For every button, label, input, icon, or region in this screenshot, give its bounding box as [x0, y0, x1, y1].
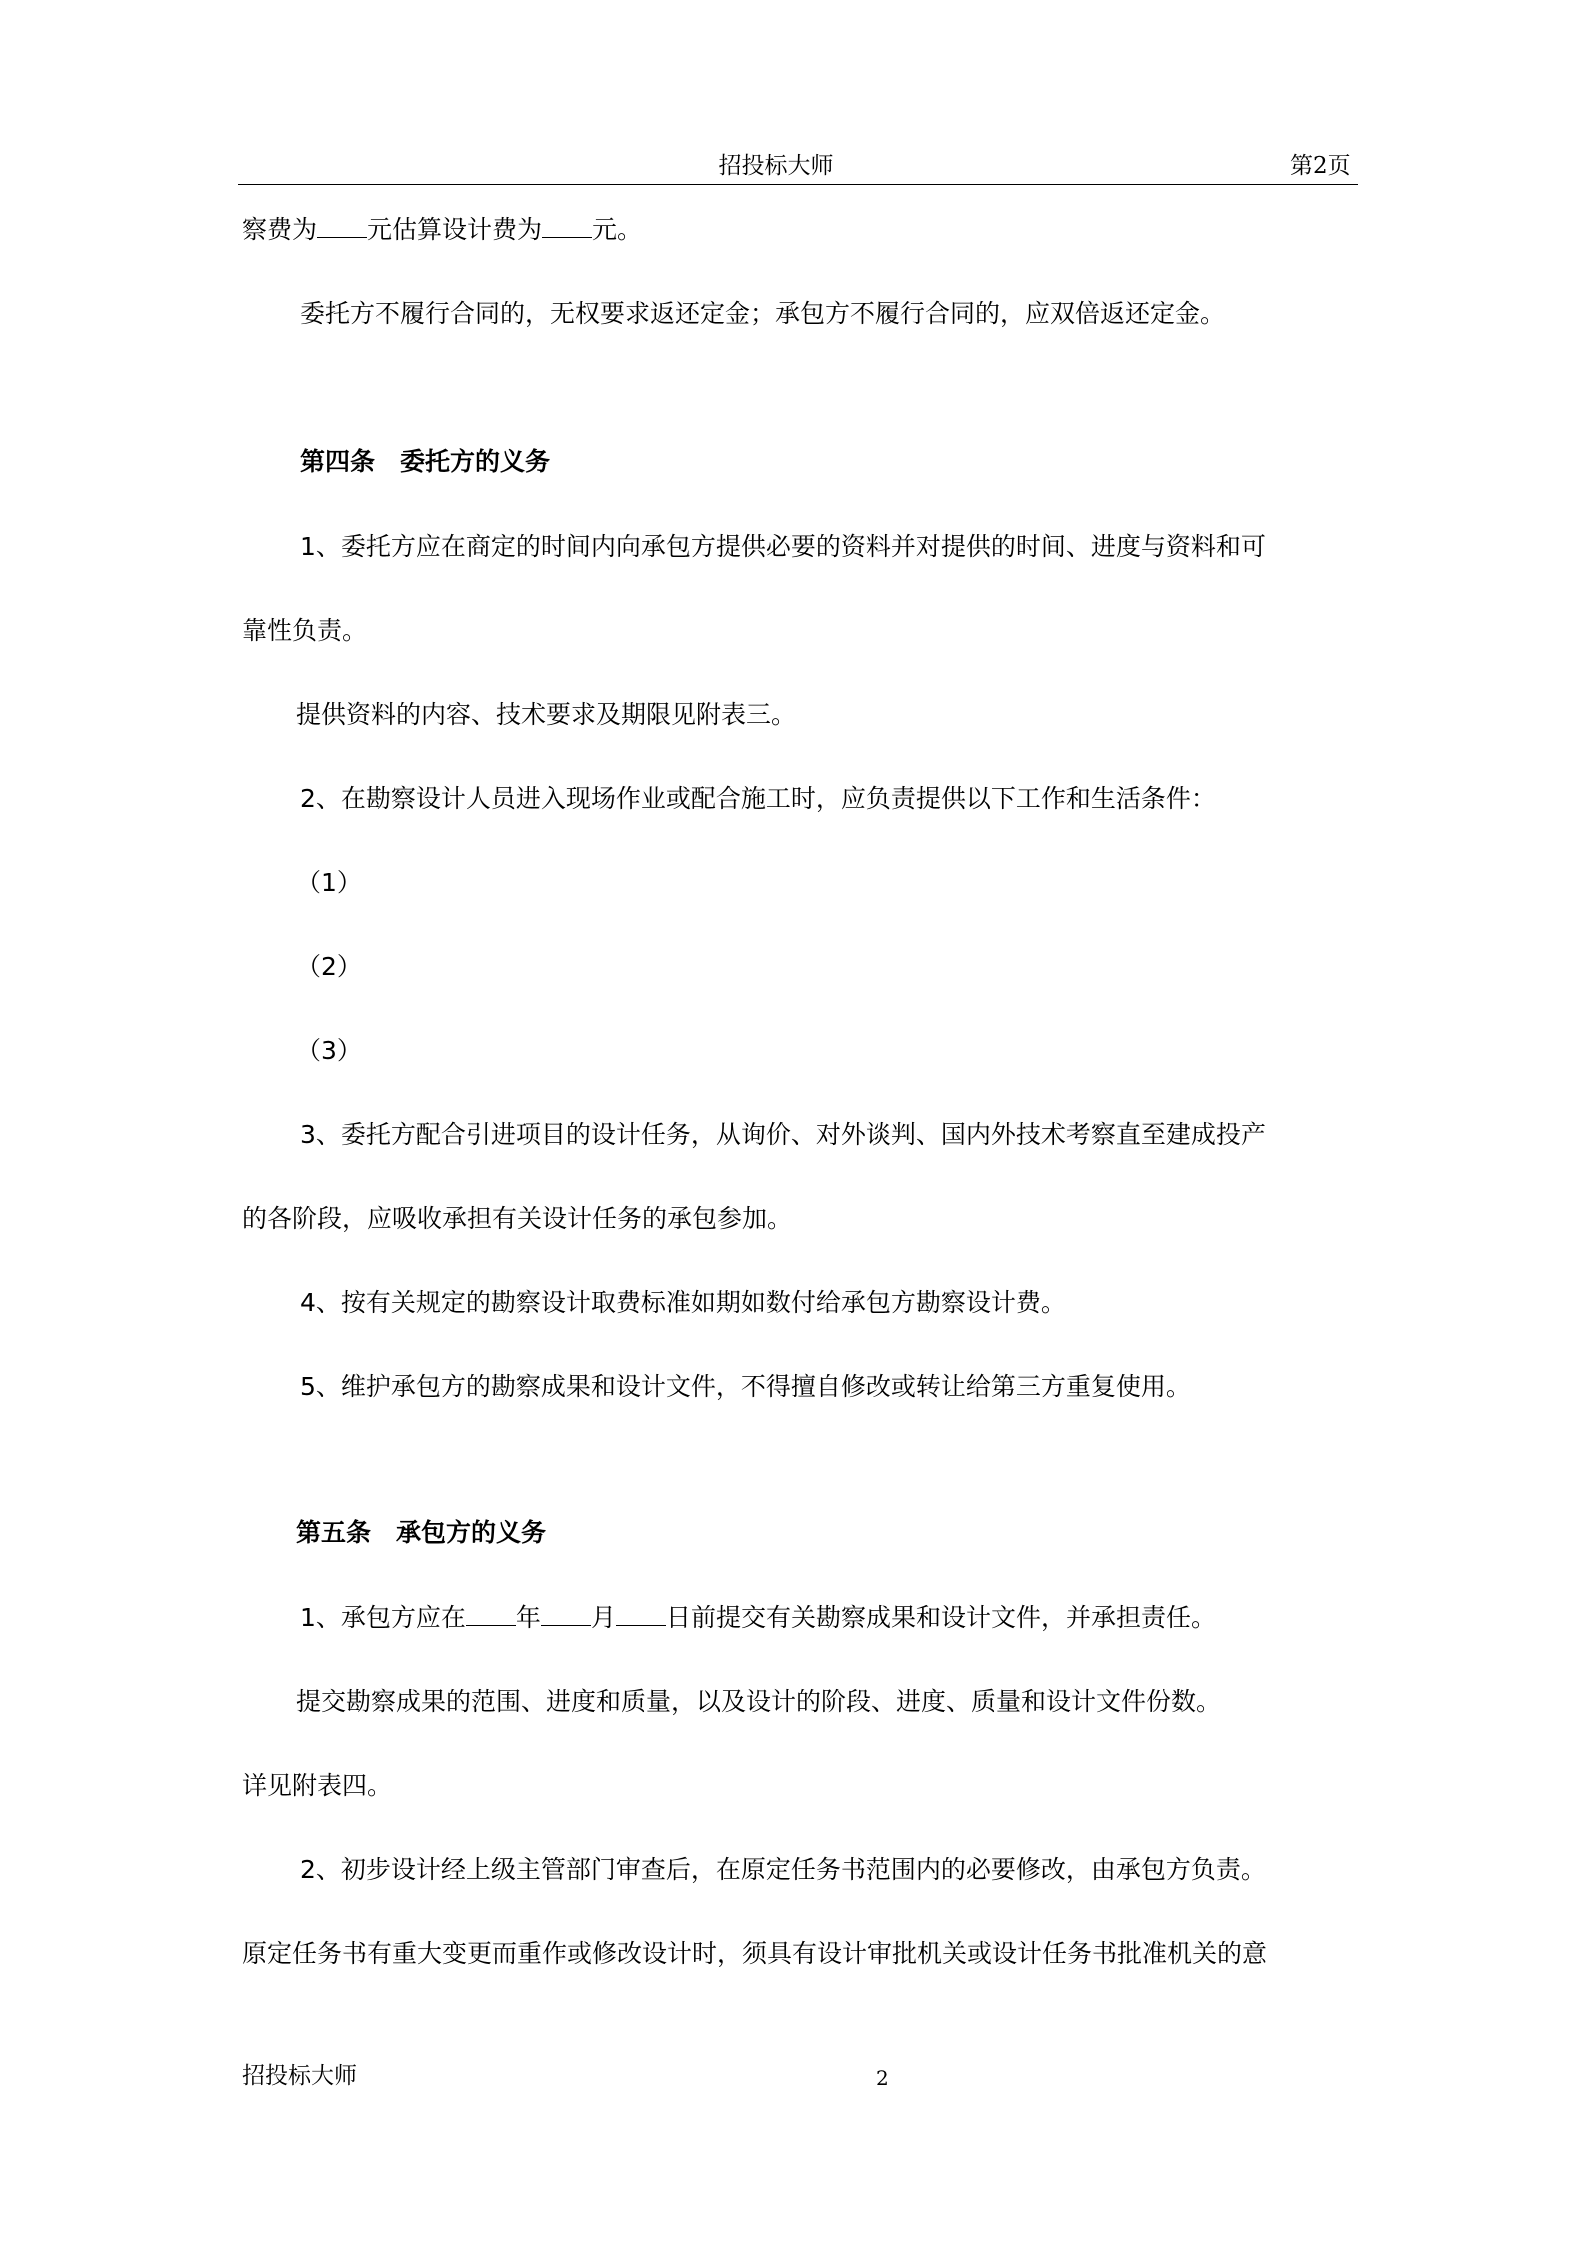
article-5-note: 提交勘察成果的范围、进度和质量，以及设计的阶段、进度、质量和设计文件份数。 [296, 1687, 1222, 1716]
fee-text-1: 察费为 [242, 215, 318, 244]
article-4-item-3: 3、委托方配合引进项目的设计任务，从询价、对外谈判、国内外技术考察直至建成投产 [300, 1120, 1266, 1149]
blank-day [616, 1603, 666, 1626]
article-5-heading: 第五条 承包方的义务 [296, 1518, 547, 1547]
blank-field [542, 215, 592, 238]
deadline-year-label: 年 [515, 1603, 541, 1632]
list-item-2: （2） [296, 952, 362, 981]
deadline-text-1: 1、承包方应在 [300, 1603, 466, 1632]
article-4-item-4: 4、按有关规定的勘察设计取费标准如期如数付给承包方勘察设计费。 [300, 1288, 1066, 1317]
header-divider [238, 184, 1358, 185]
list-item-1: （1） [296, 868, 362, 897]
fee-text-2: 元估算设计费为 [367, 215, 543, 244]
article-4-item-5: 5、维护承包方的勘察成果和设计文件，不得擅自修改或转让给第三方重复使用。 [300, 1372, 1191, 1401]
blank-year [466, 1603, 516, 1626]
paragraph-deposit: 委托方不履行合同的，无权要求返还定金；承包方不履行合同的，应双倍返还定金。 [300, 299, 1226, 328]
article-4-heading: 第四条 委托方的义务 [300, 447, 551, 476]
article-5-item-2-cont: 原定任务书有重大变更而重作或修改设计时，须具有设计审批机关或设计任务书批准机关的意 [242, 1939, 1268, 1968]
article-5-item-2: 2、初步设计经上级主管部门审查后，在原定任务书范围内的必要修改，由承包方负责。 [300, 1855, 1266, 1884]
fee-text-3: 元。 [592, 215, 643, 244]
article-5-item-1 [300, 1600, 1216, 1636]
article-4-item-1-cont: 靠性负责。 [242, 616, 368, 645]
deadline-month-label: 月 [590, 1603, 616, 1632]
article-4-item-1: 1、委托方应在商定的时间内向承包方提供必要的资料并对提供的时间、进度与资料和可 [300, 532, 1266, 561]
footer-title: 招投标大师 [242, 2063, 357, 2089]
blank-field [317, 215, 367, 238]
header-page-label: 第2页 [1290, 153, 1351, 179]
blank-month [541, 1603, 591, 1626]
footer-page-number: 2 [876, 2066, 889, 2090]
article-5-note-cont: 详见附表四。 [242, 1771, 393, 1800]
article-4-note: 提供资料的内容、技术要求及期限见附表三。 [296, 700, 797, 729]
fee-line [242, 212, 642, 248]
header-title: 招投标大师 [718, 153, 834, 179]
deadline-text-2: 日前提交有关勘察成果和设计文件，并承担责任。 [665, 1603, 1216, 1632]
list-item-3: （3） [296, 1036, 362, 1065]
article-4-item-3-cont: 的各阶段，应吸收承担有关设计任务的承包参加。 [242, 1204, 793, 1233]
article-4-item-2: 2、在勘察设计人员进入现场作业或配合施工时，应负责提供以下工作和生活条件： [300, 784, 1216, 813]
